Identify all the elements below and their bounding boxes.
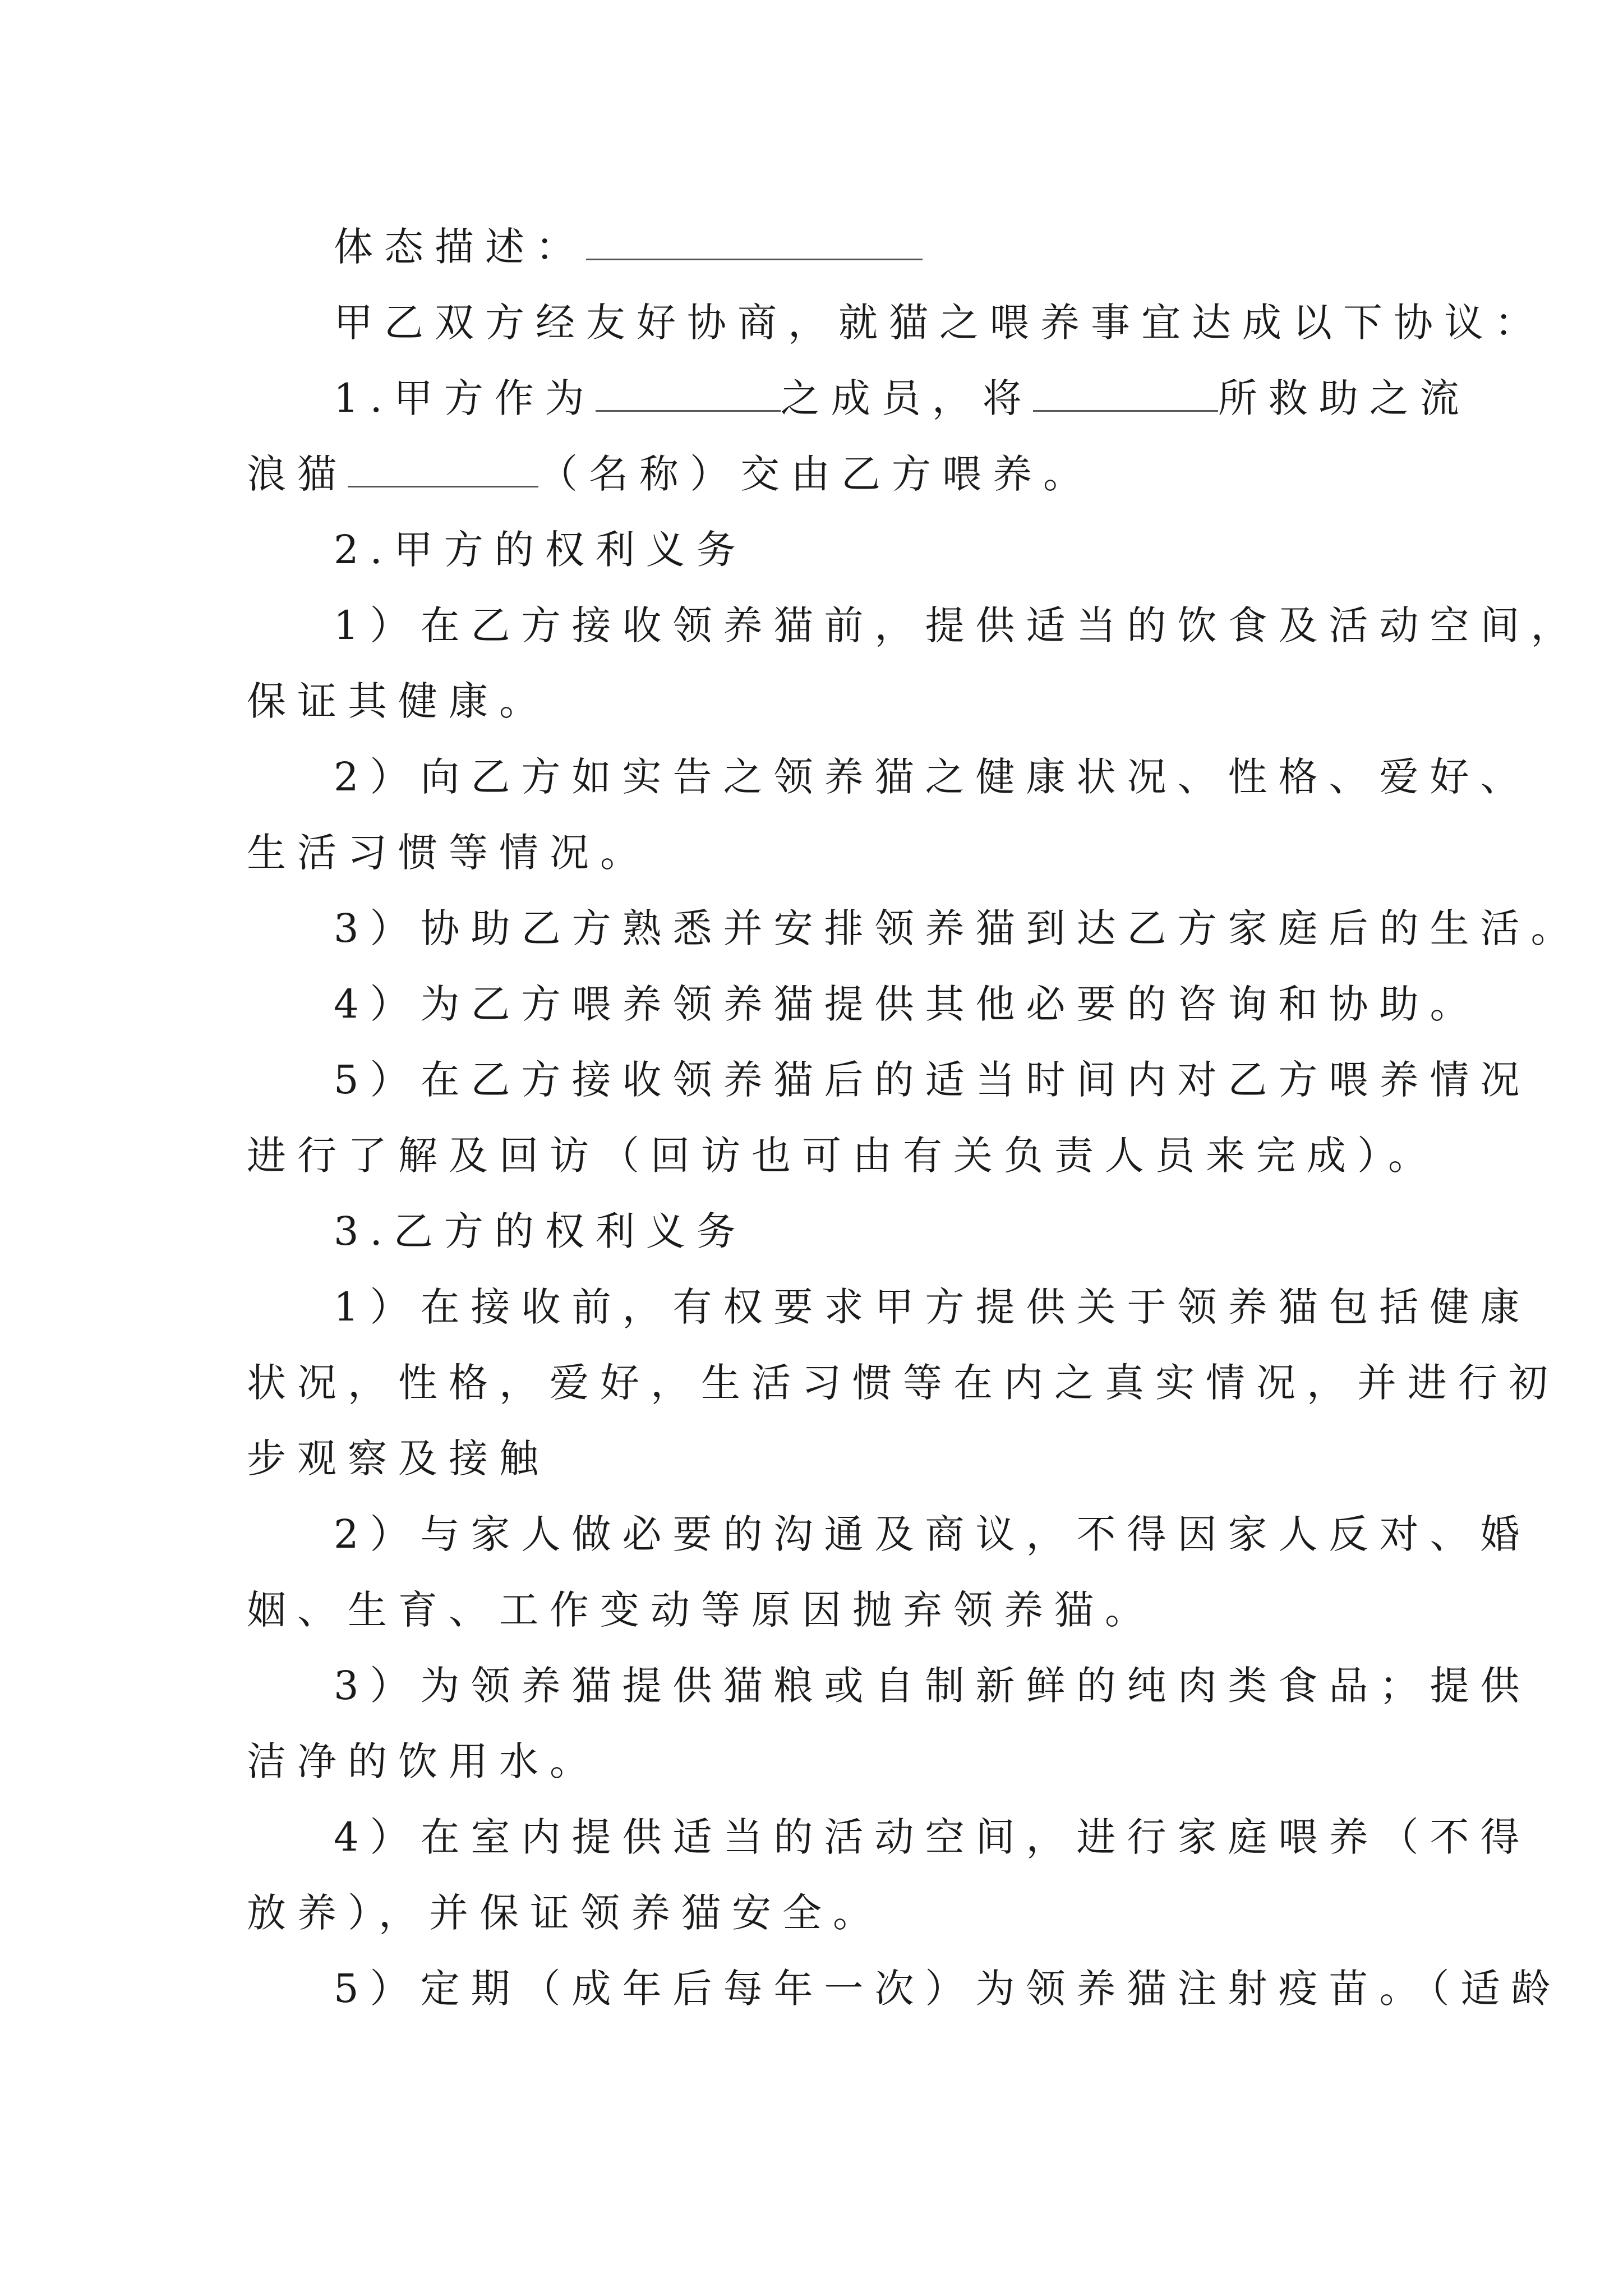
paragraph-text: 5）在乙方接收领养猫后的适当时间内对乙方喂养情况 (334, 1057, 1531, 1103)
paragraph-text: 2）与家人做必要的沟通及商议，不得因家人反对、婚 (334, 1511, 1531, 1557)
party-a-item-3 (0, 889, 1623, 968)
clause-1-text-e: （名称）交由乙方喂养。 (538, 451, 1094, 497)
paragraph-text: 洁净的饮用水。 (247, 1738, 600, 1784)
paragraph-text: 保证其健康。 (247, 678, 550, 724)
party-b-item-3-cont (0, 1722, 1623, 1801)
party-b-item-1-cont-1 (0, 1343, 1623, 1422)
body-shape-label: 体态描述： (334, 224, 586, 270)
paragraph-text: 甲乙双方经友好协商，就猫之喂养事宜达成以下协议： (334, 300, 1545, 346)
section-heading-party-a (0, 510, 1623, 589)
body-shape-blank (586, 220, 923, 260)
section-heading-party-b (0, 1192, 1623, 1271)
heading-text: 2.甲方的权利义务 (334, 527, 747, 573)
paragraph-text: 3）协助乙方熟悉并安排领养猫到达乙方家庭后的生活。 (334, 905, 1581, 951)
paragraph-text: 4）为乙方喂养领养猫提供其他必要的咨询和协助。 (334, 981, 1481, 1027)
clause-1-text-a: 1.甲方作为 (334, 375, 596, 421)
paragraph-text: 4）在室内提供适当的活动空间，进行家庭喂养（不得 (334, 1814, 1531, 1860)
heading-text: 3.乙方的权利义务 (334, 1208, 747, 1254)
clause-1-line-2 (0, 435, 1623, 513)
organization-blank (596, 372, 781, 412)
party-b-item-5 (0, 1949, 1623, 2028)
paragraph-text: 2）向乙方如实告之领养猫之健康状况、性格、爱好、 (334, 754, 1531, 800)
paragraph-text: 步观察及接触 (247, 1435, 550, 1481)
party-a-item-5-cont (0, 1116, 1623, 1195)
clause-1-text-b: 之成员，将 (780, 375, 1033, 421)
paragraph-text: 状况，性格，爱好，生活习惯等在内之真实情况，并进行初 (247, 1360, 1559, 1406)
party-b-item-4 (0, 1798, 1623, 1876)
cat-name-blank (348, 448, 538, 487)
clause-1-text-d: 浪猫 (247, 451, 348, 497)
paragraph-text: 生活习惯等情况。 (247, 830, 651, 876)
paragraph-text: 姻、生育、工作变动等原因抛弃领养猫。 (247, 1587, 1155, 1633)
paragraph-text: 3）为领养猫提供猫粮或自制新鲜的纯肉类食品；提供 (334, 1663, 1531, 1709)
party-b-item-2 (0, 1495, 1623, 1573)
agreement-intro (0, 283, 1623, 362)
paragraph-text: 1）在接收前，有权要求甲方提供关于领养猫包括健康 (334, 1284, 1531, 1330)
party-a-item-2-cont (0, 813, 1623, 892)
rescuer-blank (1033, 372, 1218, 412)
paragraph-text: 进行了解及回访（回访也可由有关负责人员来完成）。 (247, 1133, 1438, 1179)
party-b-item-4-cont (0, 1874, 1623, 1952)
party-b-item-1 (0, 1268, 1623, 1346)
party-a-item-1-cont (0, 662, 1623, 740)
party-b-item-2-cont (0, 1571, 1623, 1649)
clause-1-line-1 (0, 359, 1623, 438)
party-a-item-4 (0, 965, 1623, 1043)
body-shape-line (0, 208, 1623, 286)
party-b-item-1-cont-2 (0, 1419, 1623, 1498)
party-a-item-1 (0, 586, 1623, 665)
paragraph-text: 放养），并保证领养猫安全。 (247, 1890, 883, 1936)
clause-1-text-c: 所救助之流 (1218, 375, 1470, 421)
party-a-item-5 (0, 1041, 1623, 1119)
paragraph-text: 1）在乙方接收领养猫前，提供适当的饮食及活动空间， (334, 602, 1581, 648)
party-a-item-2 (0, 738, 1623, 816)
party-b-item-3 (0, 1646, 1623, 1725)
paragraph-text: 5）定期（成年后每年一次）为领养猫注射疫苗。（适龄 (334, 1966, 1562, 2012)
